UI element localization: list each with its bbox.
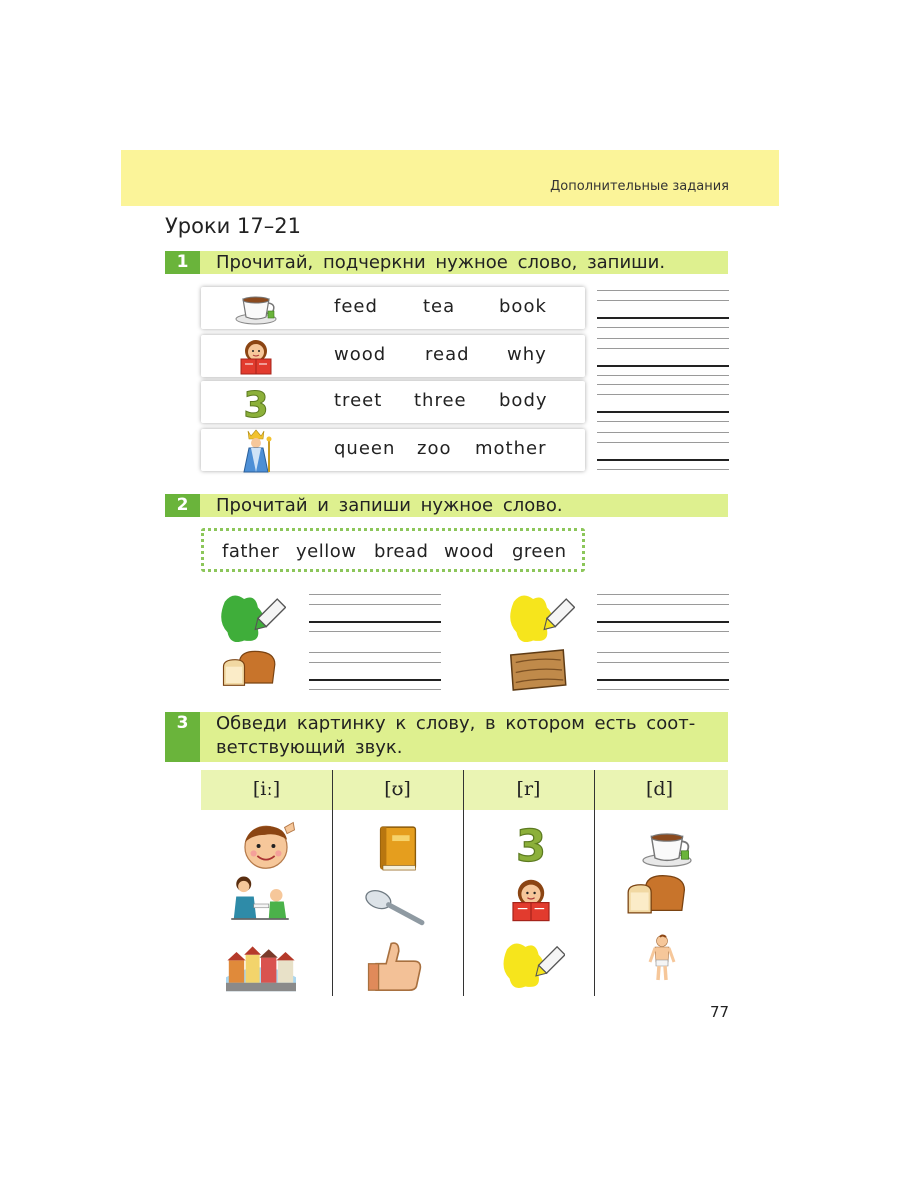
writing-lines[interactable] xyxy=(597,290,729,330)
word-option[interactable]: treet xyxy=(334,390,383,411)
yellow-paint-icon[interactable] xyxy=(499,936,565,992)
task-1-number: 1 xyxy=(165,251,200,274)
writing-lines[interactable] xyxy=(597,384,729,424)
sound-table-header xyxy=(201,770,728,810)
task-2-bar xyxy=(165,494,728,517)
writing-lines[interactable] xyxy=(597,652,729,692)
lessons-title: Уроки 17–21 xyxy=(165,214,301,238)
green-paint-icon xyxy=(216,588,286,646)
task-3-instruction-line-2: ветствующий звук. xyxy=(216,737,403,758)
word-bank xyxy=(201,528,585,572)
word-option[interactable]: wood xyxy=(334,344,387,365)
word-row xyxy=(201,381,585,423)
mother-feeding-baby-icon[interactable] xyxy=(216,874,304,924)
bread-icon[interactable] xyxy=(621,872,689,918)
writing-lines[interactable] xyxy=(597,432,729,472)
task-2-instruction: Прочитай и запиши нужное слово. xyxy=(216,495,563,516)
word-bank-item: yellow xyxy=(296,541,357,562)
spoon-icon[interactable] xyxy=(363,884,427,928)
tea-cup-icon xyxy=(231,289,281,327)
bread-icon xyxy=(214,648,282,690)
yellow-paint-icon xyxy=(505,588,575,646)
girl-reading-icon xyxy=(231,337,281,375)
town-icon[interactable] xyxy=(215,938,307,994)
word-row xyxy=(201,429,585,471)
book-icon[interactable] xyxy=(369,822,427,874)
word-row xyxy=(201,287,585,329)
word-bank-item: wood xyxy=(444,541,495,562)
number-three-icon[interactable] xyxy=(501,820,561,866)
word-option[interactable]: feed xyxy=(334,296,378,317)
sound-label: [d] xyxy=(646,778,673,800)
tea-cup-icon[interactable] xyxy=(637,824,697,868)
word-row xyxy=(201,335,585,377)
writing-lines[interactable] xyxy=(597,594,729,634)
word-bank-item: bread xyxy=(374,541,429,562)
column-divider xyxy=(463,770,464,996)
girl-reading-icon[interactable] xyxy=(501,874,561,924)
task-3-number: 3 xyxy=(165,712,200,762)
task-2-number: 2 xyxy=(165,494,200,517)
task-1-bar xyxy=(165,251,728,274)
column-divider xyxy=(594,770,595,996)
sound-table xyxy=(201,770,728,996)
writing-lines[interactable] xyxy=(309,652,441,692)
word-bank-item: green xyxy=(512,541,567,562)
word-option[interactable]: mother xyxy=(475,438,547,459)
page-number: 77 xyxy=(710,1003,730,1021)
wood-plank-icon xyxy=(505,645,569,695)
body-icon[interactable] xyxy=(637,920,687,996)
section-title: Дополнительные задания xyxy=(550,179,729,194)
word-option[interactable]: body xyxy=(499,390,548,411)
number-three-icon xyxy=(231,383,281,421)
sound-label: [iː] xyxy=(252,778,281,800)
queen-icon xyxy=(231,427,281,475)
writing-lines[interactable] xyxy=(597,338,729,378)
task-3-bar xyxy=(165,712,728,762)
task-1-instruction: Прочитай, подчеркни нужное слово, запиши. xyxy=(216,252,666,273)
word-option[interactable]: three xyxy=(414,390,467,411)
sound-label: [ʊ] xyxy=(384,778,411,800)
sound-label: [r] xyxy=(516,778,541,800)
word-option[interactable]: zoo xyxy=(417,438,452,459)
writing-lines[interactable] xyxy=(309,594,441,634)
word-option[interactable]: tea xyxy=(423,296,456,317)
word-option[interactable]: read xyxy=(425,344,470,365)
header-band xyxy=(121,150,779,206)
word-option[interactable]: why xyxy=(507,344,547,365)
column-divider xyxy=(332,770,333,996)
face-icon[interactable] xyxy=(231,820,301,872)
word-option[interactable]: book xyxy=(499,296,547,317)
task-3-instruction-line-1: Обведи картинку к слову, в котором есть соот- xyxy=(216,713,696,734)
word-option[interactable]: queen xyxy=(334,438,396,459)
thumbs-up-icon[interactable] xyxy=(363,936,427,994)
word-bank-item: father xyxy=(222,541,280,562)
